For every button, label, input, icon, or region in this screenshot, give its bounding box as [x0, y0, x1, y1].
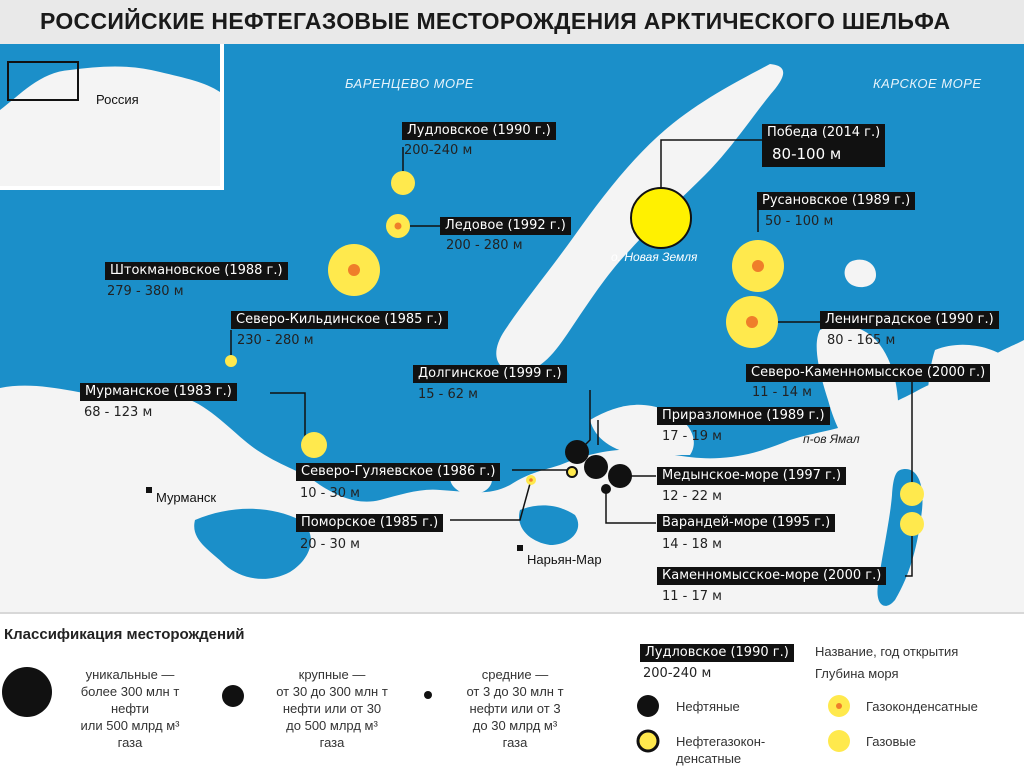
varandey-marker[interactable]: [601, 484, 611, 494]
ludlovskoe-depth: 200-240 м: [404, 143, 473, 158]
kamennomys-marker[interactable]: [900, 512, 924, 536]
murmanskoe-depth: 68 - 123 м: [84, 405, 153, 420]
prirazlomnoe-name[interactable]: Приразломное (1989 г.): [657, 407, 830, 425]
severo-gulyaev-name[interactable]: Северо-Гуляевское (1986 г.): [296, 463, 500, 481]
kamennomys-depth: 11 - 17 м: [662, 589, 722, 604]
rusanovskoe-depth: 50 - 100 м: [765, 214, 834, 229]
legend-gas-circle: [828, 730, 850, 752]
varandey-depth: 14 - 18 м: [662, 537, 722, 552]
severo-kildin-marker[interactable]: [225, 355, 237, 367]
shtokman-name[interactable]: Штокмановское (1988 г.): [105, 262, 288, 280]
prirazlomnoe-marker[interactable]: [584, 455, 608, 479]
severo-kamennomys-marker[interactable]: [900, 482, 924, 506]
legend-name-year-text: Название, год открытия: [815, 644, 959, 659]
murmanskoe-marker[interactable]: [301, 432, 327, 458]
murmanskoe-name[interactable]: Мурманское (1983 г.): [80, 383, 237, 401]
title-bar: [0, 0, 1024, 46]
leningrad-name[interactable]: Ленинградское (1990 г.): [820, 311, 999, 329]
legend-gas-text: Газовые: [866, 734, 916, 749]
legend-oil-text: Нефтяные: [676, 699, 740, 714]
yamal-label: п-ов Ямал: [803, 432, 860, 446]
novaya-zemlya-label: о. Новая Земля: [611, 250, 698, 264]
naryan-mar-city-marker: [517, 545, 523, 551]
legend-oil-gas-condensate-circle: [638, 731, 658, 751]
pomorskoe-name[interactable]: Поморское (1985 г.): [296, 514, 443, 532]
inset-land: [0, 67, 220, 187]
legend-unique-text: уникальные — более 300 млн т нефти или 500 млрд м³ газа: [80, 667, 180, 750]
medynskoe-depth: 12 - 22 м: [662, 489, 722, 504]
russia-label: Россия: [96, 92, 139, 107]
legend-example-depth: 200-240 м: [643, 666, 712, 681]
severo-gulyaev-depth: 10 - 30 м: [300, 486, 360, 501]
dolginskoe-depth: 15 - 62 м: [418, 387, 478, 402]
rusanovskoe-name[interactable]: Русановское (1989 г.): [757, 192, 915, 210]
legend-title: Классификация месторождений: [4, 626, 245, 643]
dolginskoe-name[interactable]: Долгинское (1999 г.): [413, 365, 567, 383]
prirazlomnoe-depth: 17 - 19 м: [662, 429, 722, 444]
pobeda-depth: 80-100 м: [762, 142, 885, 167]
legend-large-text: крупные — от 30 до 300 млн т нефти или от 30 до 500 млрд м³ газа: [276, 667, 388, 750]
murmansk-city-marker: [146, 487, 152, 493]
dolginskoe-marker[interactable]: [565, 440, 589, 464]
ledovoe-core: [395, 223, 402, 230]
barents-sea-label: БАРЕНЦЕВО МОРЕ: [345, 76, 474, 91]
murmansk-label: Мурманск: [156, 490, 217, 505]
pobeda-name[interactable]: Победа (2014 г.): [762, 124, 885, 142]
ledovoe-depth: 200 - 280 м: [446, 238, 523, 253]
legend-oil-circle: [637, 695, 659, 717]
legend-unique-circle: [2, 667, 52, 717]
medynskoe-marker[interactable]: [608, 464, 632, 488]
ledovoe-name[interactable]: Ледовое (1992 г.): [440, 217, 571, 235]
legend-sea-depth-text: Глубина моря: [815, 666, 899, 681]
legend-gas-condensate-text: Газоконденсатные: [866, 699, 978, 714]
naryan-mar-label: Нарьян-Мар: [527, 552, 602, 567]
legend-medium-circle: [424, 691, 432, 699]
pomorskoe-core: [529, 478, 533, 482]
varandey-name[interactable]: Варандей-море (1995 г.): [657, 514, 835, 532]
page-title: РОССИЙСКИЕ НЕФТЕГАЗОВЫЕ МЕСТОРОЖДЕНИЯ АРКТИЧЕСКОГО ШЕЛЬФА: [40, 8, 951, 34]
rusanovskoe-core: [752, 260, 764, 272]
severo-gulyaev-marker[interactable]: [567, 467, 577, 477]
pobeda-marker[interactable]: [631, 188, 691, 248]
severo-kildin-name[interactable]: Северо-Кильдинское (1985 г.): [231, 311, 448, 329]
legend-gas-condensate-core: [836, 703, 842, 709]
pomorskoe-depth: 20 - 30 м: [300, 537, 360, 552]
legend-medium-text: средние — от 3 до 30 млн т нефти или от 3 до 30 млрд м³ газа: [466, 667, 564, 750]
ludlovskoe-name[interactable]: Лудловское (1990 г.): [402, 122, 556, 140]
severo-kamennomys-name[interactable]: Северо-Каменномысское (2000 г.): [746, 364, 990, 382]
shtokman-core: [348, 264, 360, 276]
severo-kildin-depth: 230 - 280 м: [237, 333, 314, 348]
kara-sea-label: КАРСКОЕ МОРЕ: [873, 76, 982, 91]
leningrad-core: [746, 316, 758, 328]
ludlovskoe-marker[interactable]: [391, 171, 415, 195]
severo-kamennomys-depth: 11 - 14 м: [752, 385, 812, 400]
legend-oil-gas-condensate-text: Нефтегазокон- денсатные: [676, 734, 766, 766]
shtokman-depth: 279 - 380 м: [107, 284, 184, 299]
kamennomys-name[interactable]: Каменномысское-море (2000 г.): [657, 567, 886, 585]
leningrad-depth: 80 - 165 м: [827, 333, 896, 348]
medynskoe-name[interactable]: Медынское-море (1997 г.): [657, 467, 846, 485]
legend-example-name: Лудловское (1990 г.): [640, 644, 794, 662]
legend-large-circle: [222, 685, 244, 707]
